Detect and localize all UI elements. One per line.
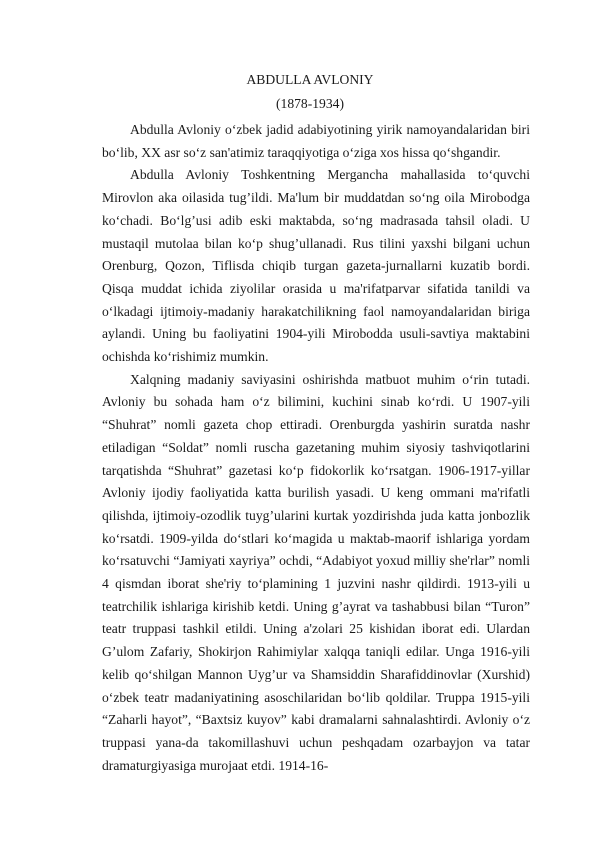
paragraph-biography: Abdulla Avloniy Toshkentning Mergancha mahallasida to‘quvchi Mirovlon aka oilasida tug’ildi. Ma'lum bir muddatdan so‘ng oila Mirobodga ko‘chadi. Bo‘lg’usi adib eski maktabda, so‘ng madrasada tahsil oladi. U mustaqil mutolaa bilan ko‘p shug’ullanadi. Rus tilini yaxshi bilgani uchun Orenburg, Qozon, Tiflisda chiqib turgan gazeta-jurnallarni kuzatib bordi. Qisqa muddat ichida ziyolilar orasida u ma'rifatparvar sifatida tanildi va o‘lkadagi ijtimoiy-madaniy harakatchilikning faol namoyandalaridan biriga aylandi. Uning bu faoliyatini 1904-yili Mirobodda usuli-savtiya maktabini ochishda ko‘rishimiz mumkin. (102, 167, 530, 365)
author-years: (1878-1934) (276, 96, 344, 111)
paragraph-press-and-theatre: Xalqning madaniy saviyasini oshirishda matbuot muhim o‘rin tutadi. Avloniy bu sohada ham o‘z bilimini, kuchini sinab ko‘rdi. U 1907-yili “Shuhrat” nomli gazeta chop ettiradi. Orenburgda yashirin suratda nashr etiladigan “Soldat” nomli ruscha gazetaning muhim siyosiy tashviqotlarini tarqatishda “Shuhrat” gazetasi ko‘p fidokorlik ko‘rsatgan. 1906-1917-yillar Avloniy ijodiy faoliyatida katta burilish yasadi. U keng ommani ma'rifatli qilishda, ijtimoiy-ozodlik tuyg’ularini kurtak yozdirishda juda katta jonbozlik ko‘rsatdi. 1909-yilda do‘stlari ko‘magida u maktab-maorif ishlariga yordam ko‘rsatuvchi “Jamiyati xayriya” ochdi, “Adabiyot yoxud milliy she'rlar” nomli 4 qismdan iborat she'riy to‘plamining 1 juzvini nashr qildirdi. 1913-yili u teatrchilik ishlariga kirishib ketdi. Uning g’ayrat va tashabbusi bilan “Turon” teatr truppasi tashkil etildi. Uning a'zolari 25 kishidan iborat edi. Ulardan G’ulom Zafariy, Shokirjon Rahimiylar xalqqa taniqli edilar. Unga 1916-yili kelib qo‘shilgan Mannon Uyg’ur va Shamsiddin Sharafiddinovlar (Xurshid) o‘zbek teatr madaniyatining asoschilaridan bo‘lib qoldilar. Truppa 1915-yili “Zaharli hayot”, “Baxtsiz kuyov” kabi dramalarni sahnalashtirdi. Avloniy o‘z truppasi yana-da takomillashuvi uchun peshqadam ozarbayjon va tatar dramaturgiyasiga murojaat etdi. 1914-16- (102, 371, 530, 773)
document-body (102, 119, 530, 777)
paragraph-intro: Abdulla Avloniy o‘zbek jadid adabiyotining yirik namoyandalaridan biri bo‘lib, XX asr so‘z san'atimiz taraqqiyotiga o‘ziga xos hissa qo‘shgandir. (102, 122, 530, 160)
document-title: ABDULLA AVLONIY (246, 72, 374, 87)
